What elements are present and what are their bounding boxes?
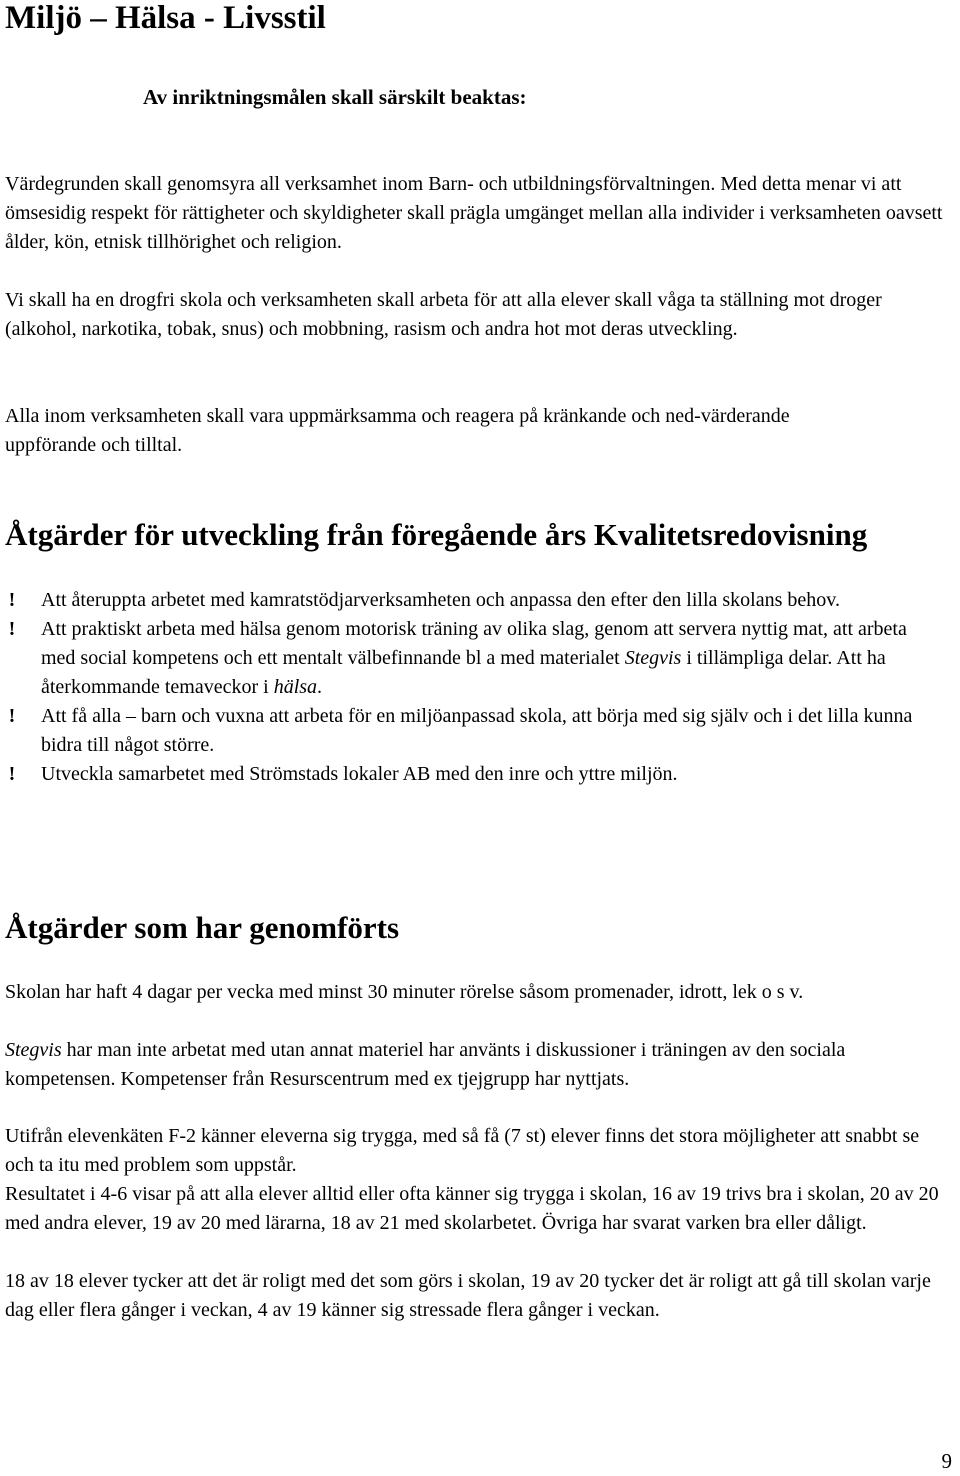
list-item-text-part: i tillämpliga delar. Att ha återkommande temaveckor i xyxy=(41,647,886,698)
page-number: 9 xyxy=(941,1449,952,1473)
halsa-emphasis: hälsa xyxy=(273,676,318,698)
survey-f2-paragraph: Utifrån elevenkäten F-2 känner eleverna sig trygga, med så få (7 st) elever finns det stora möjligheter att snabbt se och ta itu med problem som uppstår. xyxy=(5,1125,920,1176)
list-item-text: Utveckla samarbetet med Strömstads lokaler AB med den inre och yttre miljön. xyxy=(41,763,678,785)
exclamation-bullet-icon: ! xyxy=(8,705,16,727)
list-item xyxy=(0,586,931,615)
survey-4-6-paragraph: Resultatet i 4-6 visar på att alla elever alltid eller ofta känner sig trygga i skolan, 16 av 19 trivs bra i skolan, 20 av 20 med andra elever, 19 av 20 med lärarna, 18 av 21 med skolarbetet. Övriga har svarat varken bra eller dåligt. xyxy=(5,1183,939,1234)
exclamation-bullet-icon: ! xyxy=(8,589,16,611)
stegvis-emphasis: Stegvis xyxy=(624,647,682,669)
measures-list xyxy=(0,586,960,789)
exclamation-bullet-icon: ! xyxy=(8,618,16,640)
list-item-text: Att återuppta arbetet med kamratstödjarverksamheten och anpassa den efter den lilla skolans behov. xyxy=(41,589,840,611)
list-item xyxy=(0,760,931,789)
list-item xyxy=(0,702,921,760)
list-item-text-part: . xyxy=(317,676,323,698)
measures-heading: Åtgärder för utveckling från föregående års Kvalitetsredovisning xyxy=(5,517,868,552)
movement-paragraph: Skolan har haft 4 dagar per vecka med minst 30 minuter rörelse såsom promenader, idrott, lek o s v. xyxy=(5,981,804,1003)
enjoyment-paragraph: 18 av 18 elever tycker att det är roligt med det som görs i skolan, 19 av 20 tycker det är roligt att gå till skolan varje dag eller flera gånger i veckan, 4 av 19 känner sig stressade flera gånger i veckan. xyxy=(5,1270,931,1321)
stegvis-paragraph xyxy=(5,1036,955,1094)
drug-free-paragraph: Vi skall ha en drogfri skola och verksamheten skall arbeta för att alla elever skall våga ta ställning mot droger (alkohol, narkotika, tobak, snus) och mobbning, rasism och andra hot mot deras utveckling. xyxy=(5,289,882,340)
list-item-text xyxy=(41,618,907,698)
list-item-text: Att få alla – barn och vuxna att arbeta för en miljöanpassad skola, att börja med sig själv och i det lilla kunna bidra till något större. xyxy=(41,705,913,756)
list-item-text-part: Att praktiskt arbeta med hälsa genom motorisk träning av olika slag, genom att servera nyttig mat, att arbeta med social kompetens och ett mentalt välbefinnande bl a med materialet xyxy=(41,618,907,669)
exclamation-bullet-icon: ! xyxy=(8,763,16,785)
paragraph-text: har man inte arbetat med utan annat materiel har använts i diskussioner i träningen av den sociala kompetensen. Kompetenser från Resurscentrum med ex tjejgrupp har nyttjats. xyxy=(5,1039,846,1090)
page-title: Miljö – Hälsa - Livsstil xyxy=(5,0,326,36)
page-subtitle: Av inriktningsmålen skall särskilt beaktas: xyxy=(143,85,527,109)
list-item xyxy=(0,615,931,702)
values-paragraph: Värdegrunden skall genomsyra all verksamhet inom Barn- och utbildningsförvaltningen. Med detta menar vi att ömsesidig respekt för rättigheter och skyldigheter skall prägla umgänget mellan alla individer i verksamheten oavsett ålder, kön, etnisk tillhörighet och religion. xyxy=(5,173,943,253)
awareness-paragraph: Alla inom verksamheten skall vara uppmärksamma och reagera på kränkande och ned-värderande uppförande och tilltal. xyxy=(5,405,790,456)
stegvis-emphasis: Stegvis xyxy=(5,1039,62,1061)
done-heading: Åtgärder som har genomförts xyxy=(5,910,400,945)
